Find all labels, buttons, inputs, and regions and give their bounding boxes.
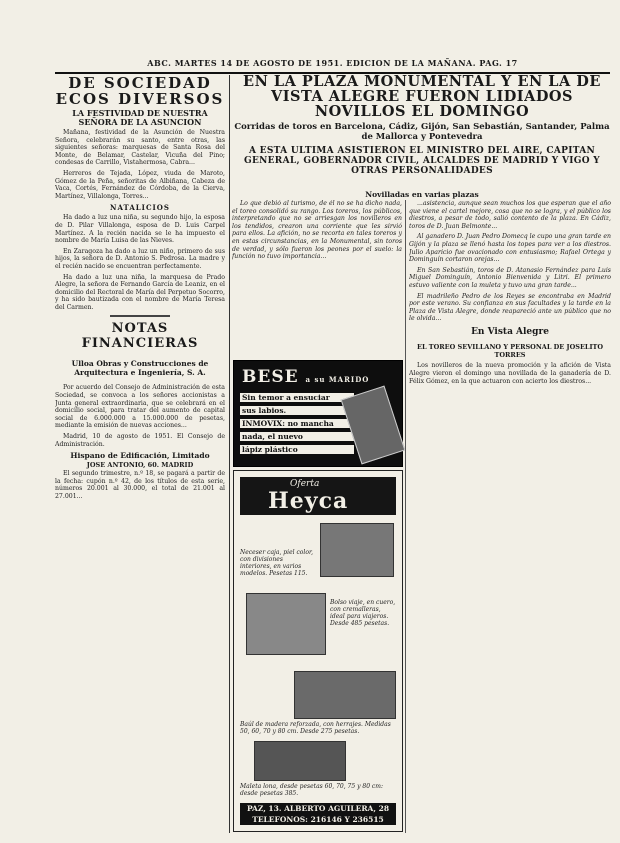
lipstick-ad-line-2: sus labios. <box>240 406 354 415</box>
mid-column-divider <box>405 200 406 833</box>
main-headline-block <box>232 74 612 176</box>
vanity-case-image <box>320 523 394 577</box>
echoes-heading: ECOS DIVERSOS <box>55 90 225 108</box>
lipstick-ad-title: BESE a su MARIDO <box>242 367 370 387</box>
right-text-5: Los novilleros de la nueva promoción y la afición de Vista Alegre vieron el domingo una novillada de la ganadería de D. Félix Gómez, en la que actuaron con acierto los diestros... <box>409 362 611 385</box>
main-headline: EN LA PLAZA MONUMENTAL Y EN LA DE VISTA ALEGRE FUERON LIDIADOS NOVILLOS EL DOMINGO <box>243 73 601 120</box>
mid-article-text: Lo que debió al turismo, de él no se ha dicho nada, el toreo consolidó su rango. Los toreros, los públicos, interpretando que no se arriesgan los novilleros en los tendidos, crearon una corriente que les sirvió para ellos. La afición, no se recorta en tales toreros y en estas circunstancias, en la Monumental, sin toros de verdad, y sólo fueron los peones por el suelo: la función no tuvo importancia... <box>232 200 402 261</box>
asuncion-text: Mañana, festividad de la Asunción de Nuestra Señora, celebrarán su santo, entre otras, las siguientes señoras: marquesas de Santa Rosa del Monte, de Belamar, Castelar, Vicuña del Pino; condesas de Carrillo, Vistahermosa, Cabra... <box>55 129 225 167</box>
ulloa-signature: Madrid, 10 de agosto de 1951. El Consejo de Administración. <box>55 433 225 448</box>
society-heading: DE SOCIEDAD <box>68 75 212 92</box>
suitcase-image <box>254 741 346 781</box>
lipstick-ad-line-4: nada, el nuevo <box>240 432 354 441</box>
heyca-item-2-text: Bolso viaje, en cuero, con cremalleras, ideal para viajeros. Desde 485 pesetas. <box>330 599 396 627</box>
lipstick-ad <box>233 360 403 467</box>
lipstick-ad-line-3: INMOVIX: no mancha <box>240 419 354 428</box>
asuncion-text-2: Herreros de Tejada, López, viuda de Maroto, Gómez de la Peña, señoritas de Albiñana, Cabeza de Vaca, Cortés, Fernández de Córdoba, de la Cierva, Martínez, Villalonga, Torres... <box>55 169 225 200</box>
natalicios-heading: NATALICIOS <box>110 203 170 213</box>
heyca-offer-label: Oferta <box>290 479 320 489</box>
right-text-3: En San Sebastián, toros de D. Atanasio Fernández para Luis Miguel Dominguín, Antonio Bienvenida y Litri. El primero estuvo valiente con la muleta y tuvo una gran tarde... <box>409 266 611 289</box>
mid-column-text <box>232 200 402 335</box>
heyca-item-1-text: Neceser caja, piel color, con divisiones interiores, en varios modelos. Pesetas 115. <box>240 549 314 577</box>
lipstick-ad-line-5: lápiz plástico <box>240 445 354 454</box>
natalicios-text-1: Ha dado a luz una niña, su segundo hijo, la esposa de D. Pilar Villalonga, esposa de D. Luis Carpel Martínez. A la recién nacida se le ha impuesto el nombre de María Luisa de las Nieves. <box>55 214 225 245</box>
asuncion-subhead: LA FESTIVIDAD DE NUESTRA SEÑORA DE LA ASUNCION <box>72 108 208 127</box>
right-text-4: El madrileño Pedro de los Reyes se encontraba en Madrid por este verano. Su confianza en sus facultades y la tarde en la Plaza de Vista Alegre, donde reapareció ante un público que no le olvida... <box>409 292 611 323</box>
column-divider <box>229 75 230 833</box>
main-deck-secondary: A ESTA ULTIMA ASISTIERON EL MINISTRO DEL AIRE, CAPITAN GENERAL, GOBERNADOR CIVIL, ALCALDES DE MADRID Y VIGO Y OTRAS PERSONALIDADES <box>243 146 601 176</box>
page-header: ABC. MARTES 14 DE AGOSTO DE 1951. EDICION DE LA MAÑANA. PAG. 17 <box>147 58 518 68</box>
travel-bag-image <box>246 593 326 655</box>
hispano-text: El segundo trimestre, n.º 18, se pagará a partir de la fecha: cupón n.º 42, de los títulos de esta serie, números 20.001 al 30.000, el total de 21.001 al 27.001... <box>55 470 225 500</box>
heyca-item-4-text: Maleta lona, desde pesetas 60, 70, 75 y 80 cm: desde pesetas 385. <box>240 783 383 797</box>
main-deck: Corridas de toros en Barcelona, Cádiz, Gijón, San Sebastián, Santander, Palma de Mallorca y Pontevedra <box>234 122 610 142</box>
heyca-address: PAZ, 13. ALBERTO AGUILERA, 28 <box>246 804 390 813</box>
heyca-phones: TELEFONOS: 216146 Y 236515 <box>252 815 384 824</box>
hispano-address: JOSE ANTONIO, 60. MADRID <box>86 461 194 470</box>
heyca-banner <box>240 477 396 515</box>
heyca-ad <box>233 470 403 832</box>
hispano-heading: Hispano de Edificación, Limitado <box>70 451 210 461</box>
heyca-footer <box>240 803 396 825</box>
ulloa-text: Por acuerdo del Consejo de Administración de esta Sociedad, se convoca a los señores accionistas a Junta general extraordinaria, que se celebrará en el domicilio social, para tratar del aumento de capital social de 6.000.000 a 15.000.000 de pesetas, mediante la emisión de nuevas acciones... <box>55 384 225 430</box>
vista-alegre-heading: En Vista Alegre <box>471 326 549 337</box>
ulloa-subhead: Ulloa Obras y Construcciones de Arquitectura e Ingeniería, S. A. <box>71 358 209 377</box>
left-column <box>55 75 225 835</box>
trunk-image <box>294 671 396 719</box>
heyca-item-3-text: Baúl de madera reforzada, con herrajes. Medidas 50, 60, 70 y 80 cm. Desde 275 pesetas. <box>240 721 391 735</box>
right-text-1: ...asistencia, aunque sean muchos los que esperan que el año que viene el cartel mejore, cosa que no se logra, y el público los diestros, a pesar de todo, salió contento de la plaza. En Cádiz, toros de D. Juan Belmonte... <box>409 200 611 230</box>
right-column <box>409 200 611 833</box>
lipstick-ad-line-1: Sin temor a ensuciar <box>240 393 354 402</box>
novilladas-subhead: Novilladas en varias plazas <box>365 190 479 199</box>
heyca-brand: Heyca <box>268 488 349 514</box>
natalicios-text-3: Ha dado a luz una niña, la marquesa de Prado Alegre, la señora de Fernando García de Leaniz, en el domicilio del Rectoral de María del Perpetuo Socorro, y ha sido bautizada con el nombre de María Teresa del Carmen. <box>55 273 225 311</box>
financial-notes-heading: NOTAS FINANCIERAS <box>81 321 199 352</box>
right-text-2: Al ganadero D. Juan Pedro Domecq le cupo una gran tarde en Gijón y la plaza se llenó hasta los topes para ver a los diestros. Julio Aparicio fue ovacionado con entusiasmo; Rafael Ortega y Dominguín cortaron orejas... <box>409 233 611 264</box>
section-separator <box>110 315 170 317</box>
natalicios-text-2: En Zaragoza ha dado a luz un niño, primero de sus hijos, la señora de D. Antonio S. Pedrosa. La madre y el recién nacido se encuentran perfectamente. <box>55 247 225 270</box>
joselito-subhead: EL TOREO SEVILLANO Y PERSONAL DE JOSELITO TORRES <box>416 343 604 360</box>
